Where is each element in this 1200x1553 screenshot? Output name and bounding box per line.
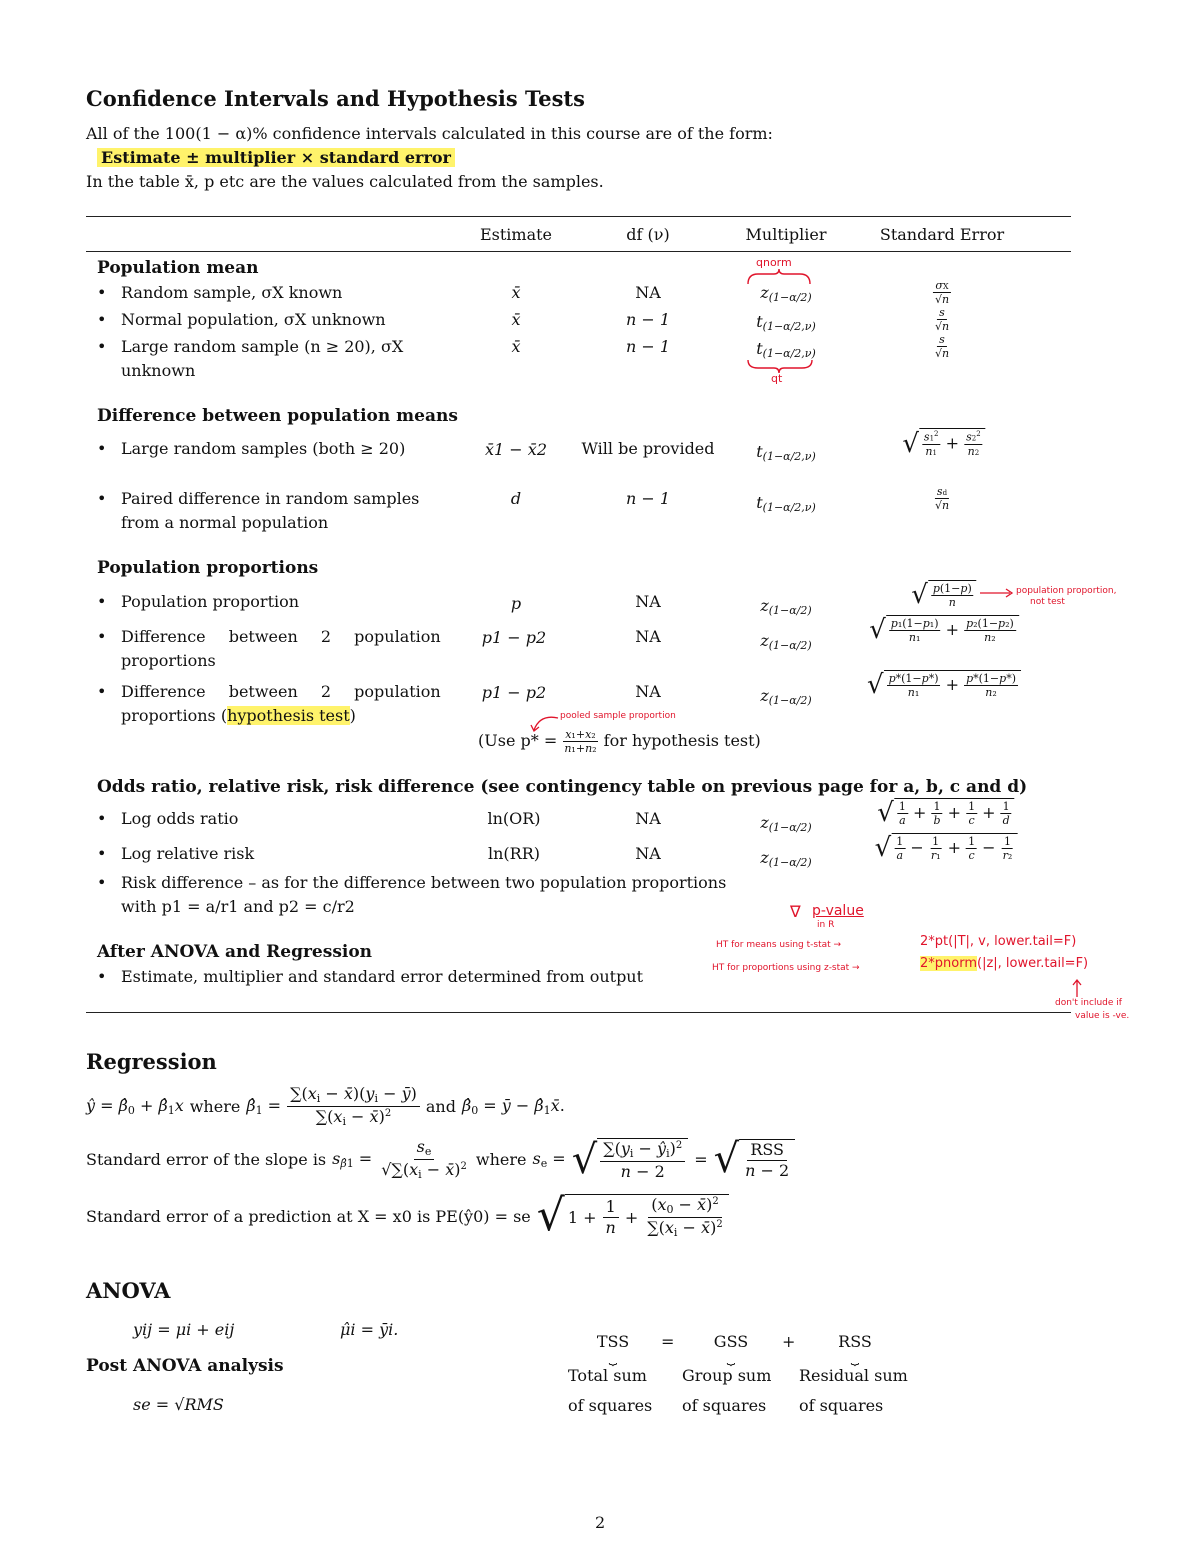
gss-caption: of squares (682, 1396, 767, 1415)
table-bottom-rule (86, 1012, 1071, 1013)
post-anova-title: Post ANOVA analysis (86, 1356, 284, 1376)
annotation-dont-include: don't include if (1055, 998, 1122, 1008)
row-standard-error: √ $\frac{\text{p₁(1−p₁)}}{\text{n₁}}$ + $\frac{\text{p₂(1−p₂)}}{\text{n₂}}$ (869, 615, 1019, 643)
row-multiplier: $z_{(1-\alpha/2)}$ (760, 686, 812, 707)
row-standard-error: √ $\frac{1}{a}$ − $\frac{1}{\text{r₁}}$ + $\frac{1}{c}$ − $\frac{1}{\text{r₂}}$ (875, 833, 1018, 861)
brace-icon: ⏟ (850, 1350, 860, 1366)
anova-fitted: μ̂i = ȳi. (340, 1320, 399, 1339)
row-df: NA (635, 592, 661, 611)
row-estimate: d (510, 489, 522, 508)
header-estimate: Estimate (479, 225, 553, 244)
table-top-rule (86, 216, 1071, 217)
row-multiplier: $t_{(1-\alpha/2,\nu)}$ (756, 339, 816, 360)
annotation-brace-top-icon (744, 268, 814, 290)
rss-caption: of squares (799, 1396, 884, 1415)
row-estimate: ln(RR) (488, 844, 540, 863)
row-estimate: x̄1 − x̄2 (485, 440, 547, 459)
annotation-ht-props: HT for proportions using z-stat → (712, 963, 860, 973)
row-multiplier: $z_{(1-\alpha/2)}$ (760, 848, 812, 869)
annotation-qnorm: qnorm (756, 256, 792, 269)
section-odds-ratio: Odds ratio, relative risk, risk difference (see contingency table on previous page for a, b, c and d) (97, 777, 1028, 797)
table-header-rule (86, 251, 1071, 252)
row-estimate: p (510, 594, 522, 613)
row-standard-error: √ $\frac{p(1-p)}{n}$ (911, 580, 976, 608)
anova-title: ANOVA (86, 1278, 171, 1303)
row-label: • Large random samples (both ≥ 20) (97, 439, 406, 458)
row-multiplier: $t_{(1-\alpha/2,\nu)}$ (756, 312, 816, 333)
page-number: 2 (595, 1513, 606, 1532)
row-standard-error: √ $\frac{p*(1-p*)}{\text{n₁}}$ + $\frac{p*(1-p*)}{\text{n₂}}$ (867, 670, 1021, 698)
annotation-pooled-note: pooled sample proportion (560, 711, 676, 721)
regression-equation: ŷ = $\betâ_0$ + $\betâ_1x$ where $\betâ_1$ = $\frac{\sum(x_i - x̄)(y_i - ȳ)}{\sum(x_i - x̄)^2}$ and $\betâ_0$ = ȳ − $\betâ_1x̄$. (86, 1084, 565, 1128)
row-multiplier: $z_{(1-\alpha/2)}$ (760, 813, 812, 834)
row-estimate: p1 − p2 (481, 628, 547, 647)
annotation-up-arrow-icon (1070, 978, 1084, 998)
row-standard-error: $\frac{s}{√n}$ (934, 333, 950, 360)
row-label: • Normal population, σX unknown (97, 310, 386, 329)
row-multiplier: $z_{(1-\alpha/2)}$ (760, 596, 812, 617)
annotation-dont-include: value is -ve. (1075, 1011, 1130, 1021)
row-multiplier: $z_{(1-\alpha/2)}$ (760, 283, 812, 304)
annotation-pvalue: p-value (812, 903, 864, 919)
header-df: df (ν) (626, 225, 670, 244)
tss-caption: Total sum (568, 1366, 647, 1385)
tss-block: TSS ⏟ (570, 1332, 656, 1365)
row-estimate: x̄ (511, 283, 521, 302)
row-label-cont: with p1 = a/r1 and p2 = c/r2 (121, 897, 355, 916)
row-label: • Estimate, multiplier and standard error determined from output (97, 967, 644, 986)
row-standard-error: $\frac{sd}{√n}$ (934, 485, 950, 512)
row-df: NA (635, 682, 661, 701)
annotation-in-r: in R (817, 920, 835, 930)
header-multiplier: Multiplier (745, 225, 827, 244)
row-multiplier: $t_{(1-\alpha/2,\nu)}$ (756, 493, 816, 514)
annotation-curved-arrow-icon (530, 712, 562, 734)
row-standard-error: √ $\frac{s1^2}{n1}$ + $\frac{s2^2}{n2}$ (902, 428, 985, 457)
row-df: NA (635, 627, 661, 646)
row-df: NA (635, 844, 661, 863)
section-difference-means: Difference between population means (97, 406, 458, 426)
rss-block: RSS ⏟ (812, 1332, 898, 1365)
anova-se: se = √RMS (133, 1395, 224, 1414)
gss-block: GSS ⏟ (688, 1332, 774, 1365)
anova-model: yij = μi + eij (133, 1320, 235, 1339)
section-population-proportions: Population proportions (97, 558, 319, 578)
row-df: NA (635, 809, 661, 828)
annotation-qt: qt (771, 372, 783, 385)
annotation-pop-prop-note: population proportion, (1016, 586, 1117, 596)
intro-note: In the table x̄, p etc are the values calculated from the samples. (86, 172, 604, 191)
row-df: Will be provided (581, 439, 715, 458)
row-estimate: x̄ (511, 337, 521, 356)
row-standard-error: $\frac{\sigma X}{√n}$ (934, 279, 950, 306)
row-label-cont: proportions (121, 651, 216, 670)
annotation-ht-means: HT for means using t-stat → (716, 940, 842, 950)
row-standard-error: $\frac{s}{√n}$ (934, 306, 950, 333)
row-df: NA (635, 283, 661, 302)
intro-line: All of the 100(1 − α)% confidence intervals calculated in this course are of the form: (86, 124, 773, 143)
row-label: • Random sample, σX known (97, 283, 343, 302)
row-label: • Difference between 2 population (97, 627, 441, 646)
row-estimate: p1 − p2 (481, 683, 547, 702)
regression-title: Regression (86, 1049, 217, 1074)
row-label: • Paired difference in random samples (97, 489, 420, 508)
anova-equals: = (661, 1332, 675, 1351)
row-label: • Log odds ratio (97, 809, 239, 828)
pooled-proportion-note: (Use p* = $\frac{\text{x₁+x₂}}{\text{n₁+n₂}}$ for hypothesis test) (478, 728, 761, 755)
tss-caption: of squares (568, 1396, 653, 1415)
page-title: Confidence Intervals and Hypothesis Tests (86, 86, 585, 111)
regression-slope-se: Standard error of the slope is $s_{\betâ1}$ = $\frac{s_e}{√\sum(x_i - x̄)^2}$ where $s_e$ = √ $\frac{\sum(y_i - ŷ_i)^2}{n - 2}$ = √ $\frac{\text{RSS}}{n - 2}$ (86, 1138, 795, 1180)
annotation-pop-prop-note: not test (1030, 597, 1065, 607)
row-label-cont: from a normal population (121, 513, 329, 532)
row-standard-error: √ $\frac{1}{a}$ + $\frac{1}{b}$ + $\frac{1}{c}$ + $\frac{1}{d}$ (877, 798, 1014, 826)
row-multiplier: $z_{(1-\alpha/2)}$ (760, 631, 812, 652)
annotation-ht-means-fn: 2*pt(|T|, v, lower.tail=F) (920, 934, 1077, 949)
annotation-arrow-icon (978, 588, 1016, 598)
anova-plus: + (782, 1332, 796, 1351)
row-estimate: x̄ (511, 310, 521, 329)
annotation-nabla-icon: ∇ (790, 902, 801, 921)
intro-formula: Estimate ± multiplier × standard error (97, 148, 455, 167)
row-label: • Large random sample (n ≥ 20), σX (97, 337, 404, 356)
row-label: • Risk difference – as for the difference between two population proportions (97, 873, 727, 892)
gss-caption: Group sum (682, 1366, 772, 1385)
header-standard-error: Standard Error (879, 225, 1005, 244)
section-population-mean: Population mean (97, 258, 259, 278)
row-label: • Population proportion (97, 592, 300, 611)
row-estimate: ln(OR) (487, 809, 541, 828)
row-label: • Log relative risk (97, 844, 255, 863)
row-df: n − 1 (625, 310, 671, 329)
row-label: • Difference between 2 population (97, 682, 441, 701)
section-anova-regression: After ANOVA and Regression (97, 942, 373, 962)
annotation-ht-props-fn: 2*pnorm(|z|, lower.tail=F) (920, 956, 1089, 971)
brace-icon: ⏟ (608, 1350, 618, 1366)
brace-icon: ⏟ (726, 1350, 736, 1366)
row-df: n − 1 (625, 337, 671, 356)
row-label-cont: proportions (hypothesis test) (121, 706, 356, 725)
rss-caption: Residual sum (799, 1366, 908, 1385)
regression-prediction-se: Standard error of a prediction at X = x0 is PE(ŷ0) = se √ 1 + $\frac{1}{n}$ + $\frac{(x_0 - x̄)^2}{\sum(x_i - x̄)^2}$ (86, 1194, 729, 1238)
row-df: n − 1 (625, 489, 671, 508)
row-label-cont: unknown (121, 361, 196, 380)
row-multiplier: $t_{(1-\alpha/2,\nu)}$ (756, 442, 816, 463)
